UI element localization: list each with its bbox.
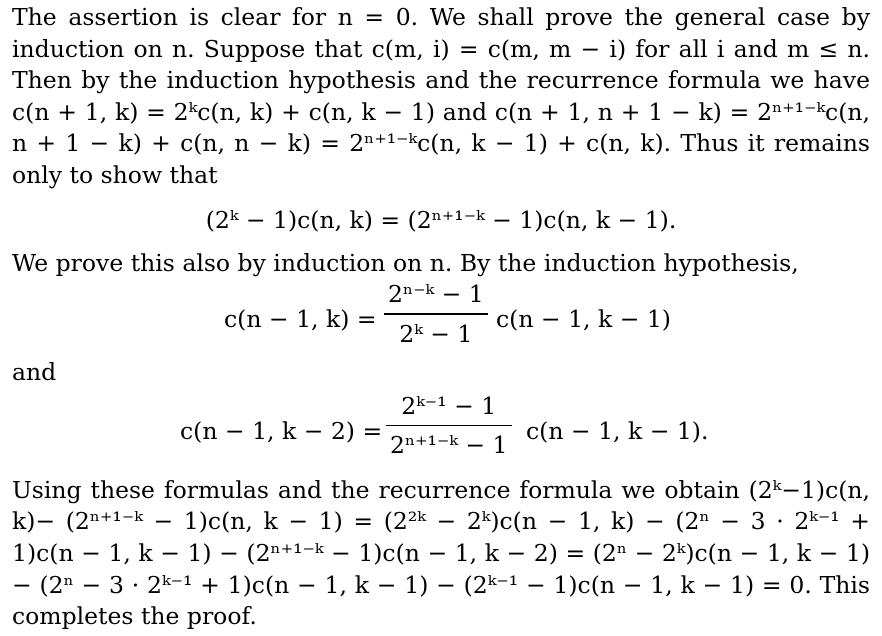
display-equation-fraction-1 <box>12 279 870 353</box>
fraction-bar <box>384 313 488 315</box>
fraction <box>384 279 488 349</box>
display-equation-main: (2ᵏ − 1)c(n, k) = (2ⁿ⁺¹⁻ᵏ − 1)c(n, k − 1). <box>205 205 677 234</box>
paragraph-induction-setup: The assertion is clear for n = 0. We shall prove the general case by induction on n. Suppose that c(m, i) = c(m, m − i) for all i and m ≤ n. Then by the induction hypothesis and the recurrence formula we have c(n + 1, k) = 2ᵏc(n, k) + c(n, k − 1) and c(n + 1, n + 1 − k) = 2ⁿ⁺¹⁻ᵏc(n, n + 1 − k) + c(n, n − k) = 2ⁿ⁺¹⁻ᵏc(n, k − 1) + c(n, k). Thus it remains only to show that <box>12 3 870 189</box>
connector-word: and <box>12 358 57 387</box>
equation-lhs: c(n − 1, k) = <box>224 305 377 334</box>
fraction <box>386 391 512 461</box>
fraction-bar <box>386 425 512 427</box>
fraction-denominator: 2ⁿ⁺¹⁻ᵏ − 1 <box>390 431 508 460</box>
display-equation-fraction-2 <box>12 391 870 465</box>
fraction-numerator: 2ᵏ⁻¹ − 1 <box>401 391 497 420</box>
equation-rhs: c(n − 1, k − 1). <box>526 416 709 445</box>
paragraph-induction-second: We prove this also by induction on n. By the induction hypothesis, <box>12 248 799 277</box>
equation-rhs: c(n − 1, k − 1) <box>496 305 671 334</box>
equation-lhs: c(n − 1, k − 2) = <box>180 416 383 445</box>
fraction-denominator: 2ᵏ − 1 <box>399 319 473 348</box>
paragraph-conclusion: Using these formulas and the recurrence formula we obtain (2ᵏ−1)c(n, k)− (2ⁿ⁺¹⁻ᵏ − 1)c(n, k − 1) = (2²ᵏ − 2ᵏ)c(n − 1, k) − (2ⁿ − 3 · 2ᵏ⁻¹ + 1)c(n − 1, k − 1) − (2ⁿ⁺¹⁻ᵏ − 1)c(n − 1, k − 2) = (2ⁿ − 2ᵏ)c(n − 1, k − 1) − (2ⁿ − 3 · 2ᵏ⁻¹ + 1)c(n − 1, k − 1) − (2ᵏ⁻¹ − 1)c(n − 1, k − 1) = 0. This completes the proof. <box>12 475 870 631</box>
fraction-numerator: 2ⁿ⁻ᵏ − 1 <box>388 280 484 309</box>
